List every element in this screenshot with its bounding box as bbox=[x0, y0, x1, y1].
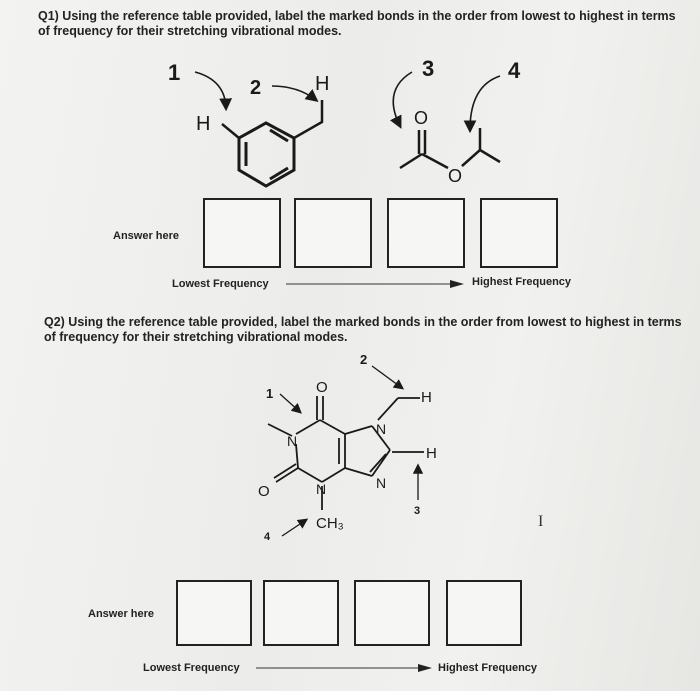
q2-ring-bonds bbox=[268, 396, 424, 510]
q1-arrow-4 bbox=[470, 76, 500, 130]
text-cursor-icon: I bbox=[538, 513, 544, 530]
q2-label-2: 2 bbox=[360, 352, 368, 367]
q1-h-left: H bbox=[196, 113, 211, 135]
q1-label-1: 1 bbox=[168, 60, 181, 85]
q2-label-3: 3 bbox=[414, 505, 421, 517]
q1-answer-box-2[interactable] bbox=[294, 198, 372, 268]
q1-o-carbonyl: O bbox=[414, 108, 429, 128]
q2-lowest-label: Lowest Frequency bbox=[143, 662, 240, 674]
q1-arrow-2 bbox=[272, 86, 316, 100]
q1-ester bbox=[400, 128, 500, 168]
q1-lowest-label: Lowest Frequency bbox=[172, 278, 269, 290]
q2-answer-box-1[interactable] bbox=[176, 580, 252, 646]
q1-chain bbox=[294, 100, 322, 138]
q2-answer-box-4[interactable] bbox=[446, 580, 522, 646]
q2-arrow-2 bbox=[372, 366, 402, 388]
q2-label-4: 4 bbox=[264, 531, 271, 543]
q1-label-2: 2 bbox=[250, 77, 262, 99]
q2-h-right: H bbox=[426, 445, 437, 462]
q2-highest-label: Highest Frequency bbox=[438, 662, 538, 674]
q1-h-right: H bbox=[315, 73, 330, 95]
q1-bond-ch-aromatic bbox=[222, 124, 239, 138]
q2-n-mid: N bbox=[316, 481, 327, 497]
q2-answer-box-3[interactable] bbox=[354, 580, 430, 646]
q2-answer-label: Answer here bbox=[88, 608, 155, 620]
q2-structure bbox=[0, 340, 700, 560]
q1-answer-box-3[interactable] bbox=[387, 198, 465, 268]
q1-frequency-arrow bbox=[286, 278, 466, 290]
q1-prompt-line2: of frequency for their stretching vibrational modes. bbox=[38, 24, 342, 38]
q1-arrow-1 bbox=[195, 72, 226, 108]
q1-answer-box-1[interactable] bbox=[203, 198, 281, 268]
q1-o-ester: O bbox=[448, 166, 463, 186]
benzene-ring bbox=[239, 123, 294, 186]
q2-n-top: N bbox=[376, 421, 387, 437]
q1-arrow-3 bbox=[393, 72, 412, 126]
q2-frequency-arrow bbox=[256, 662, 436, 674]
q2-o-left: O bbox=[258, 483, 270, 500]
q2-arrow-4 bbox=[282, 520, 306, 536]
q2-arrow-1 bbox=[280, 394, 300, 412]
q1-answer-box-4[interactable] bbox=[480, 198, 558, 268]
q1-label-4: 4 bbox=[508, 58, 521, 83]
q2-n-left: N bbox=[287, 433, 298, 449]
q2-prompt-line1: Q2) Using the reference table provided, label the marked bonds in the order from lowest to highest in terms bbox=[44, 315, 682, 329]
q1-prompt-line1: Q1) Using the reference table provided, label the marked bonds in the order from lowest to highest in terms bbox=[38, 9, 676, 23]
q2-o-top: O bbox=[316, 379, 328, 396]
q2-answer-box-2[interactable] bbox=[263, 580, 339, 646]
q1-highest-label: Highest Frequency bbox=[472, 276, 572, 288]
q2-ch3: CH₃ bbox=[316, 515, 344, 532]
q2-h-top: H bbox=[421, 389, 432, 406]
q2-label-1: 1 bbox=[266, 386, 274, 401]
q2-prompt-line2: of frequency for their stretching vibrational modes. bbox=[44, 330, 348, 344]
q1-answer-label: Answer here bbox=[113, 230, 180, 242]
q2-n-bottom: N bbox=[376, 475, 387, 491]
q1-label-3: 3 bbox=[422, 56, 435, 81]
